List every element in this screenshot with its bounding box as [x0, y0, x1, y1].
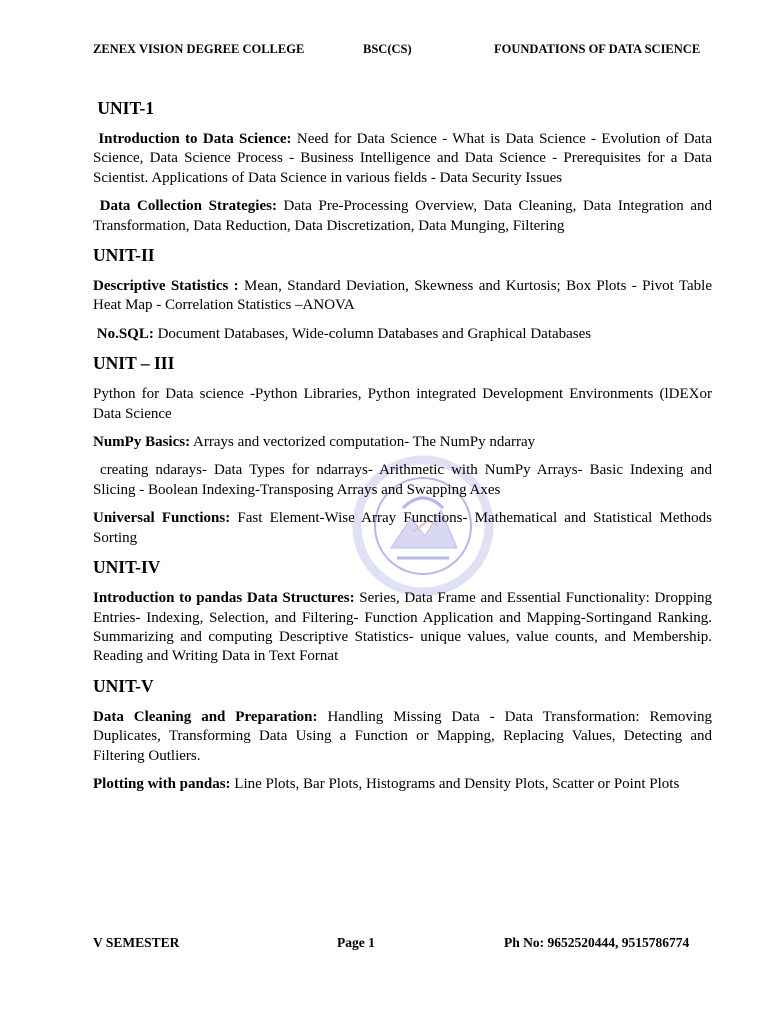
topic-paragraph — [93, 385, 716, 424]
topic-heading: NumPy Basics: — [93, 434, 191, 451]
footer-phone: Ph No: 9652520444, 9515786774 — [504, 935, 690, 950]
topic-text: Data Pre-Processing Overview, Data Cleaning, Data Integration and Transformation, Data Reduction, Data Discretization, Data Munging, Filtering — [93, 198, 716, 234]
topic-heading: Introduction to Data Science: — [93, 131, 292, 147]
unit-section — [93, 245, 716, 344]
unit-heading: UNIT-IV — [93, 557, 161, 578]
topic-heading: Universal Functions: — [93, 510, 231, 527]
unit-section — [93, 353, 716, 548]
header-college-name: ZENEX VISION DEGREE COLLEGE — [93, 42, 305, 56]
header-subject: FOUNDATIONS OF DATA SCIENCE — [494, 42, 701, 56]
topic-text: Fast Element-Wise Array Functions- Mathematical and Statistical Methods Sorting — [93, 510, 716, 546]
topic-paragraph — [93, 277, 716, 316]
topic-text: Arrays and vectorized computation- The NumPy ndarray — [190, 434, 536, 451]
topic-heading: Plotting with pandas: — [93, 775, 231, 792]
topic-paragraph — [93, 708, 716, 766]
topic-text: creating ndarays- Data Types for ndarrays- Arithmetic with NumPy Arrays- Basic Indexing and Slicing - Boolean Indexing-Transposing Arrays and Swapping Axes — [93, 462, 716, 498]
topic-text: Need for Data Science - What is Data Science - Evolution of Data Science, Data Science Process - Business Intelligence and Data Science - Prerequisites for a Data Scientist. Applications of Data Science in various fields - Data Security Issues — [93, 131, 716, 186]
topic-text: Handling Missing Data - Data Transformation: Removing Duplicates, Transforming Data Using a Function or Mapping, Replacing Values, Detecting and Filtering Outliers. — [93, 708, 716, 764]
topic-text: Mean, Standard Deviation, Skewness and Kurtosis; Box Plots - Pivot Table Heat Map - Correlation Statistics –ANOVA — [93, 278, 716, 314]
topic-paragraph — [93, 197, 716, 236]
topic-text: Series, Data Frame and Essential Functionality: Dropping Entries- Indexing, Selection, and Filtering- Function Application and Mapping-Sortingand Ranking. Summarizing and computing Descriptive Statistics- unique values, value counts, and Membership. Reading and Writing Data in Text Fornat — [93, 590, 716, 665]
unit-heading: UNIT-V — [93, 675, 154, 696]
topic-heading: Data Collection Strategies: — [93, 198, 277, 215]
topic-text: Document Databases, Wide-column Databases and Graphical Databases — [153, 325, 592, 342]
unit-section — [93, 557, 716, 667]
topic-heading: Data Cleaning and Preparation: — [93, 708, 318, 725]
topic-paragraph — [93, 325, 712, 344]
topic-text: Line Plots, Bar Plots, Histograms and Density Plots, Scatter or Point Plots — [230, 775, 680, 792]
unit-heading: UNIT-1 — [93, 98, 155, 118]
topic-paragraph — [93, 589, 716, 667]
footer-semester: V SEMESTER — [93, 935, 180, 950]
topic-text: Python for Data science -Python Libraries, Python integrated Development Environments (lDEXor Data Science — [93, 386, 716, 422]
unit-heading: UNIT – III — [93, 353, 175, 374]
topic-heading: Descriptive Statistics : — [93, 278, 239, 295]
topic-paragraph — [93, 461, 716, 500]
syllabus-content — [93, 98, 716, 803]
footer-page-number: Page 1 — [337, 935, 375, 950]
unit-section — [93, 98, 716, 236]
topic-paragraph — [93, 509, 716, 548]
topic-heading: Introduction to pandas Data Structures: — [93, 590, 355, 607]
topic-heading: No.SQL: — [93, 325, 154, 342]
header-course: BSC(CS) — [363, 42, 412, 56]
unit-section — [93, 675, 716, 795]
unit-heading: UNIT-II — [93, 245, 155, 266]
topic-paragraph — [93, 775, 712, 794]
topic-paragraph — [93, 433, 712, 452]
topic-paragraph — [93, 130, 716, 188]
